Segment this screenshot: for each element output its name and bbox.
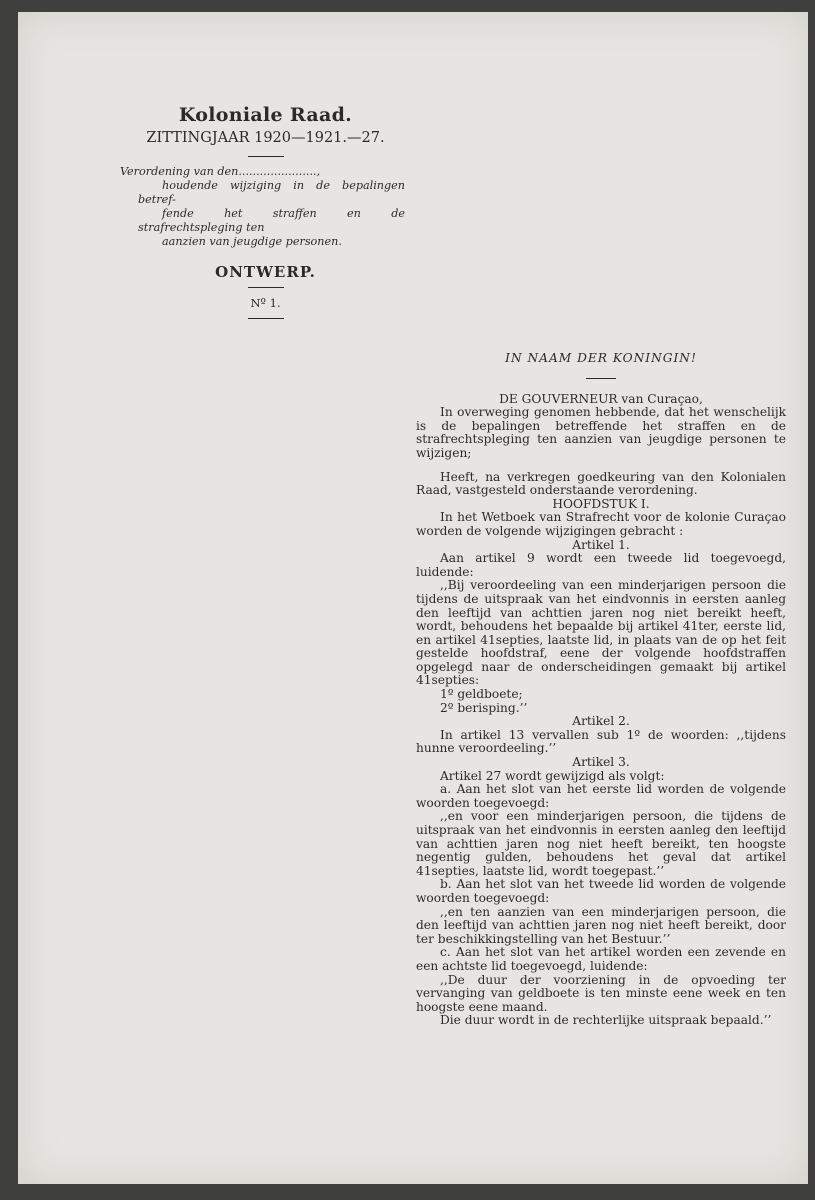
article-3-intro: Artikel 27 wordt gewijzigd als volgt: xyxy=(440,768,665,783)
divider xyxy=(248,318,284,319)
draft-number: Nº 1. xyxy=(250,296,281,310)
divider xyxy=(586,378,616,379)
article-1-text: ,,Bij veroordeeling van een minderjarigen persoon die tijdens de uitspraak van het eindvonnis in eersten aanleg den leeftijd van achttien jaren nog niet bereikt heeft, wordt, behoudens het bepaalde bij artikel 41ter, eerste lid, en artikel 41septies, laatste lid, in plaats van de op het feit gestelde hoofdstraf, eene der volgende hoofdstraffen opgelegd naar de onderscheidingen gemaakt bij artikel 41septies: xyxy=(416,578,786,688)
subject-line: houdende wijziging in de bepalingen betref- xyxy=(138,179,405,206)
article-3-item-b: b. Aan het slot van het tweede lid worden de volgende woorden toegevoegd: xyxy=(416,877,786,905)
divider xyxy=(248,287,284,288)
document-header xyxy=(118,104,413,327)
chapter-intro: In het Wetboek van Strafrecht voor de kolonie Curaçao worden de volgende wijzigingen gebracht : xyxy=(416,510,786,538)
article-3-item-c: c. Aan het slot van het artikel worden een zevende en een achtste lid toegevoegd, luidende: xyxy=(416,945,786,973)
article-1-intro: Aan artikel 9 wordt een tweede lid toegevoegd, luidende: xyxy=(416,551,786,579)
divider xyxy=(248,156,284,157)
article-2-text: In artikel 13 vervallen sub 1º de woorden: ,,tijdens hunne veroordeeling.’’ xyxy=(416,727,786,756)
document-page xyxy=(18,12,808,1184)
governor-heading: DE GOUVERNEUR van Curaçao, xyxy=(499,391,703,406)
article-3-title: Artikel 3. xyxy=(572,755,630,770)
considering-paragraph: In overweging genomen hebbende, dat het wenschelijk is de bepalingen betreffende het straffen en de strafrechtspleging ten aanzien van jeugdige personen te wijzigen; xyxy=(416,405,786,460)
session-year: ZITTINGJAAR 1920—1921.—27. xyxy=(146,130,385,146)
article-3-item-b-text: ,,en ten aanzien van een minderjarigen persoon, die den leeftijd van achttien jaren nog niet heeft bereikt, door ter beschikkingstelling van het Bestuur.’’ xyxy=(416,904,786,946)
article-1-item: 1º geldboete; xyxy=(440,687,523,702)
article-3-item-a: a. Aan het slot van het eerste lid worden de volgende woorden toegevoegd: xyxy=(416,782,786,810)
article-3-item-a-text: ,,en voor een minderjarigen persoon, die tijdens de uitspraak van het eindvonnis in eersten aanleg den leeftijd van achttien jaren nog niet heeft bereikt, ten hoogste negentig gulden, behoudens het geval dat artikel 41septies, laatste lid, wordt toegepast.’’ xyxy=(416,809,786,878)
subject-line: Verordening van den......................, xyxy=(120,165,321,178)
subject-line: fende het straffen en de strafrechtspleging ten xyxy=(138,207,405,234)
draft-label: ONTWERP. xyxy=(215,263,316,281)
approval-paragraph: Heeft, na verkregen goedkeuring van den Kolonialen Raad, vastgesteld onderstaande verordening. xyxy=(416,469,786,498)
council-title: Koloniale Raad. xyxy=(178,104,353,126)
royal-formula: IN NAAM DER KONINGIN! xyxy=(505,351,697,365)
article-2-title: Artikel 2. xyxy=(572,714,630,729)
article-1-title: Artikel 1. xyxy=(572,537,630,552)
ordinance-subject xyxy=(120,165,405,249)
article-3-item-c-text: ,,De duur der voorziening in de opvoeding ter vervanging van geldboete is ten minste eene week en ten hoogste eene maand. xyxy=(416,972,786,1014)
article-1-item: 2º berisping.’’ xyxy=(440,700,528,715)
chapter-heading: HOOFDSTUK I. xyxy=(552,496,650,511)
ordinance-body xyxy=(416,352,786,1028)
article-3-item-c-text: Die duur wordt in de rechterlijke uitspraak bepaald.’’ xyxy=(440,1013,772,1028)
subject-line: aanzien van jeugdige personen. xyxy=(162,235,342,248)
